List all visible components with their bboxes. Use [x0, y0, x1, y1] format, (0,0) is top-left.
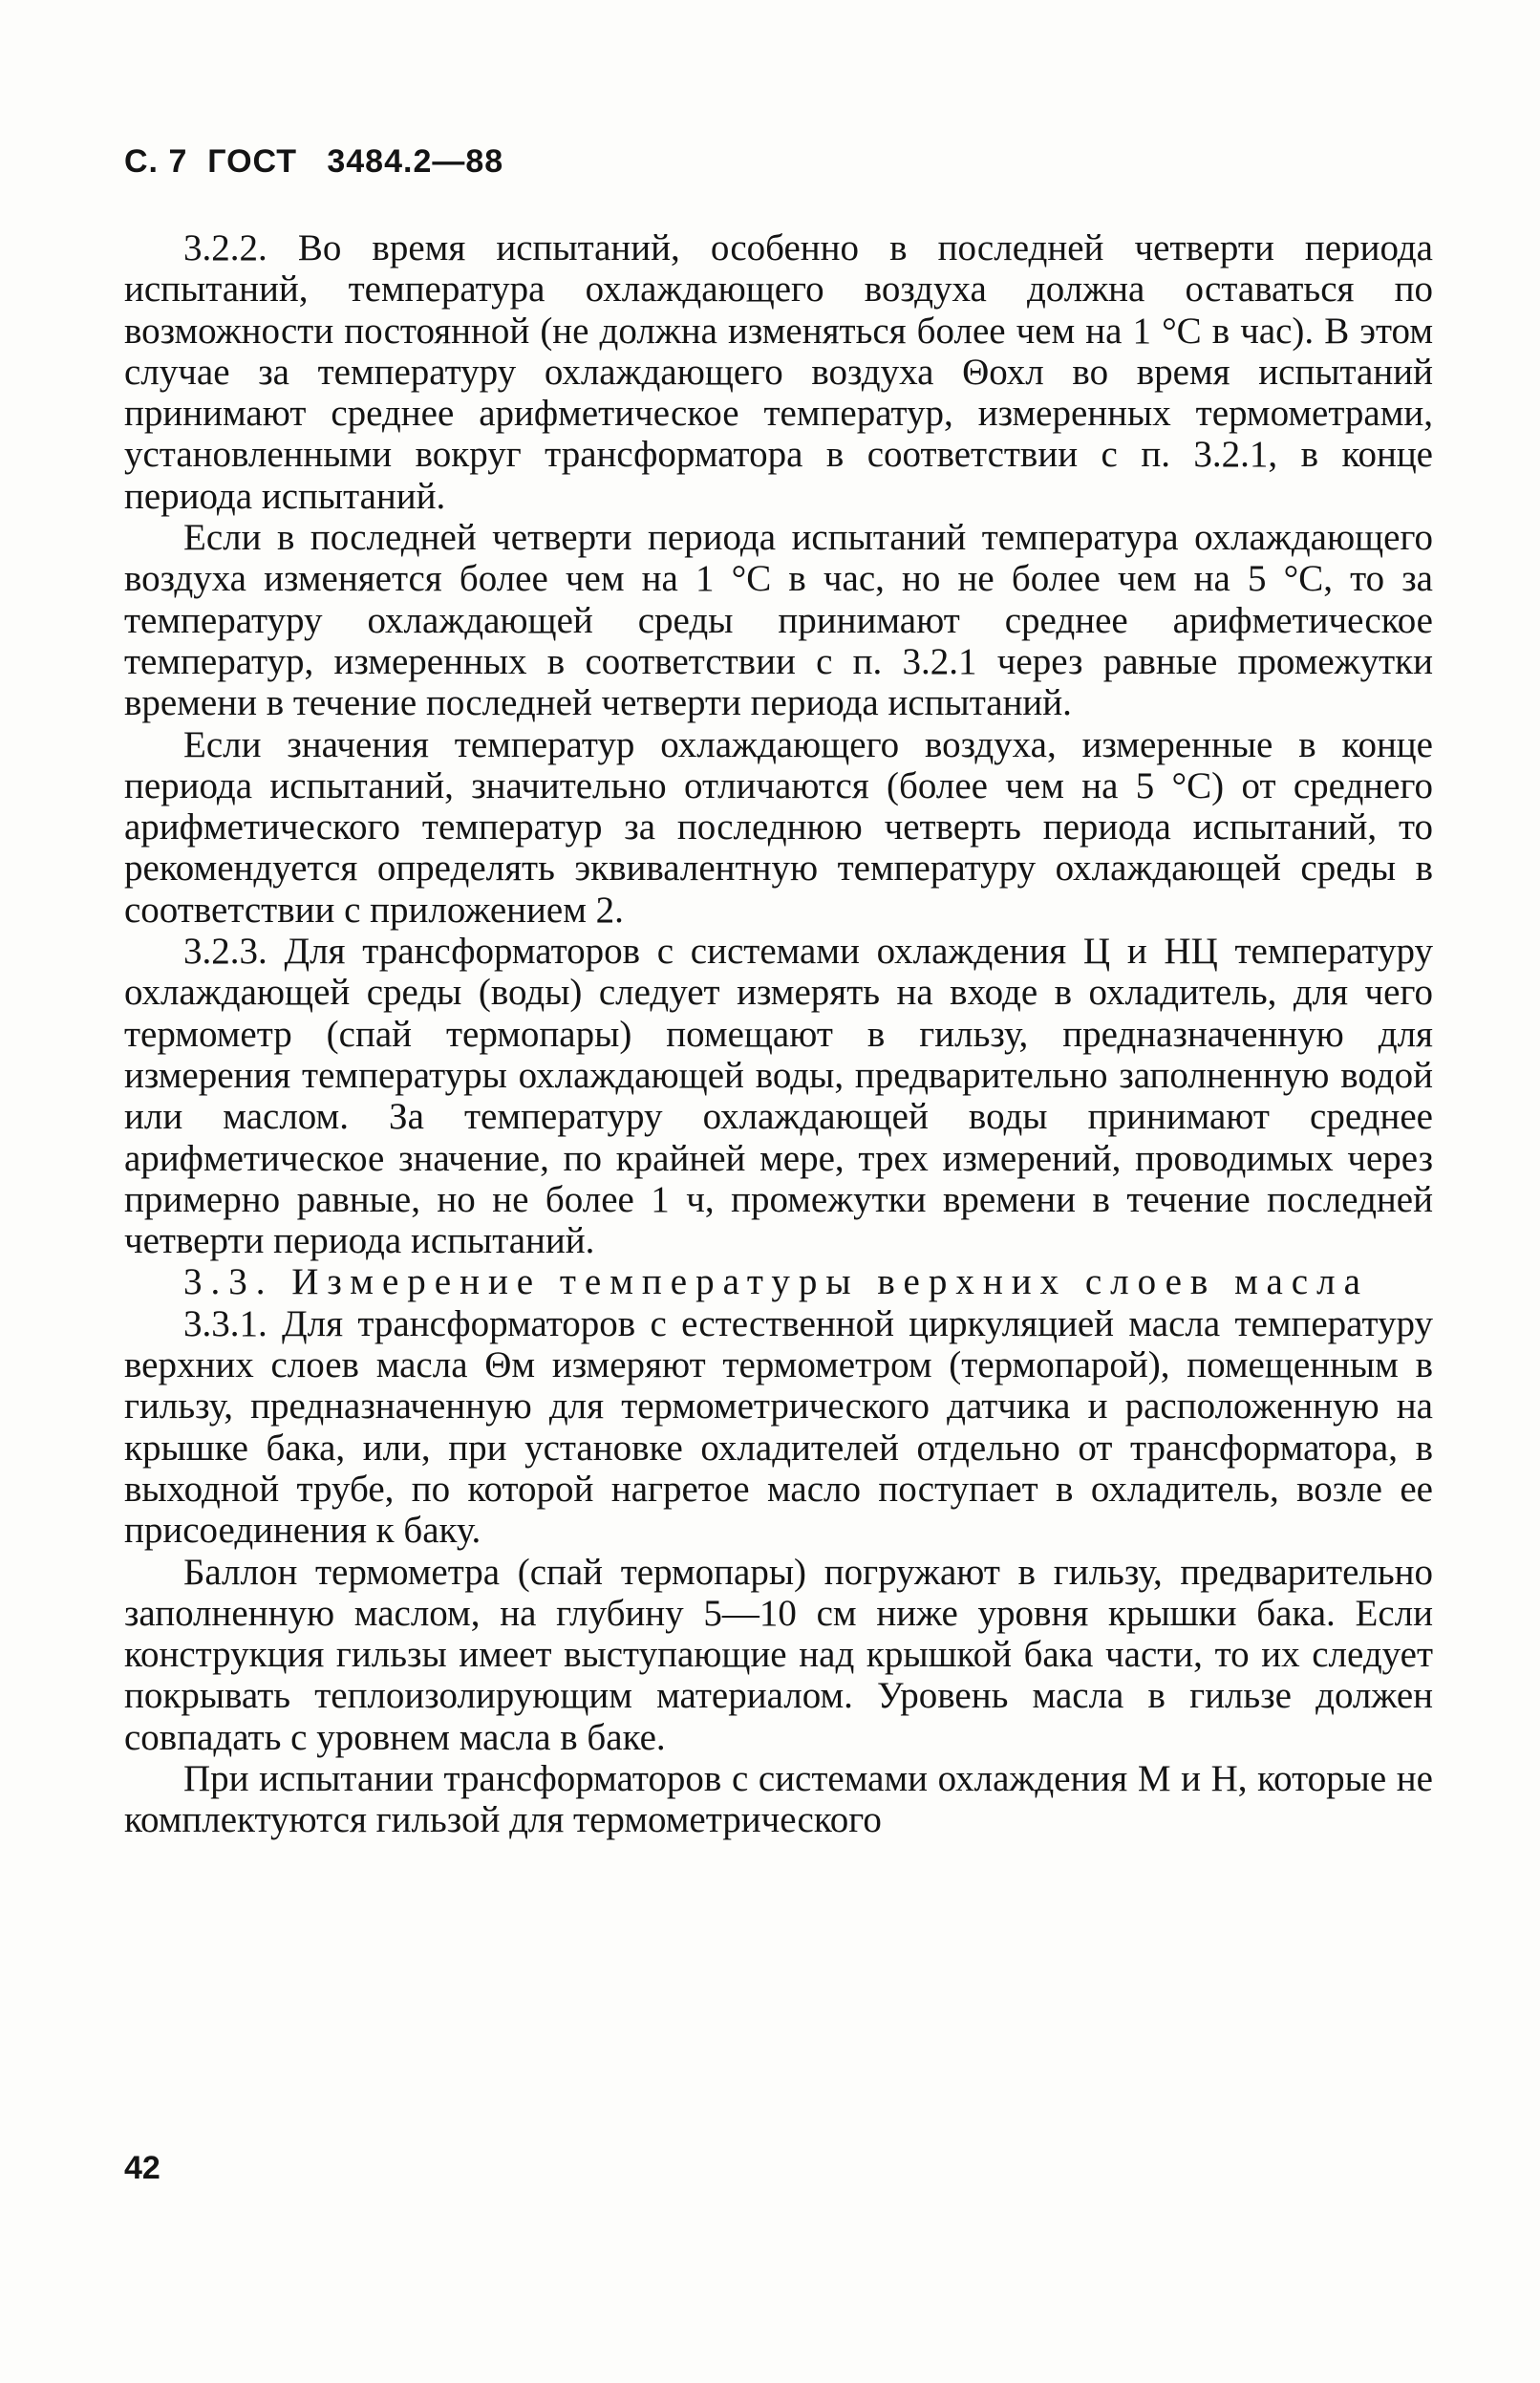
header-standard: ГОСТ: [207, 143, 298, 180]
header-page-label: С. 7: [124, 143, 188, 180]
paragraph-3-2-2: 3.2.2. Во время испытаний, особенно в последней четверти периода испытаний, температура охлаждающего воздуха должна оставаться по возможности постоянной (не должна изменяться более чем на 1 °С в час). В этом случае за температуру охлаждающего воздуха Θохл во время испытаний принимают среднее арифметическое температур, измеренных термометрами, установленными вокруг трансформатора в соответствии с п. 3.2.1, в конце периода испытаний.: [124, 227, 1433, 517]
page-number: 42: [124, 2150, 160, 2186]
section-heading-3-3: 3.3. Измерение температуры верхних слоев масла: [183, 1261, 1369, 1303]
paragraph-3-3-1: 3.3.1. Для трансформаторов с естественной циркуляцией масла температуру верхних слоев масла Θм измеряют термометром (термопарой), помещенным в гильзу, предназначенную для термометрического датчика и расположенную на крышке бака, или, при установке охладителей отдельно от трансформатора, в выходной трубе, по которой нагретое масло поступает в охладитель, возле ее присоединения к баку.: [124, 1302, 1433, 1552]
paragraph: Если в последней четверти периода испытаний температура охлаждающего воздуха изменяется более чем на 1 °С в час, но не более чем на 5 °С, то за температуру охлаждающей среды принимают среднее арифметическое температур, измеренных в соответствии с п. 3.2.1 через равные промежутки времени в течение последней четверти периода испытаний.: [124, 517, 1433, 724]
paragraph: При испытании трансформаторов с системами охлаждения М и Н, которые не комплектуются гильзой для термометрического: [124, 1757, 1433, 1841]
paragraph-3-2-3: 3.2.3. Для трансформаторов с системами охлаждения Ц и НЦ температуру охлаждающей среды (воды) следует измерять на входе в охладитель, для чего термометр (спай термопары) помещают в гильзу, предназначенную для измерения температуры охлаждающей воды, предварительно заполненную водой или маслом. За температуру охлаждающей воды принимают среднее арифметическое значение, по крайней мере, трех измерений, проводимых через примерно равные, но не более 1 ч, промежутки времени в течение последней четверти периода испытаний.: [124, 931, 1433, 1262]
paragraph: Если значения температур охлаждающего воздуха, измеренные в конце периода испытаний, значительно отличаются (более чем на 5 °С) от среднего арифметического температур за последнюю четверть периода испытаний, то рекомендуется определять эквивалентную температуру охлаждающей среды в соответствии с приложением 2.: [124, 723, 1433, 931]
header-standard-number: 3484.2—88: [327, 143, 504, 180]
body-text: [124, 227, 1433, 1841]
page-header: [124, 143, 503, 181]
paragraph: Баллон термометра (спай термопары) погружают в гильзу, предварительно заполненную маслом, на глубину 5—10 см ниже уровня крышки бака. Если конструкция гильзы имеет выступающие над крышкой бака части, то их следует покрывать теплоизолирующим материалом. Уровень масла в гильзе должен совпадать с уровнем масла в баке.: [124, 1551, 1433, 1758]
